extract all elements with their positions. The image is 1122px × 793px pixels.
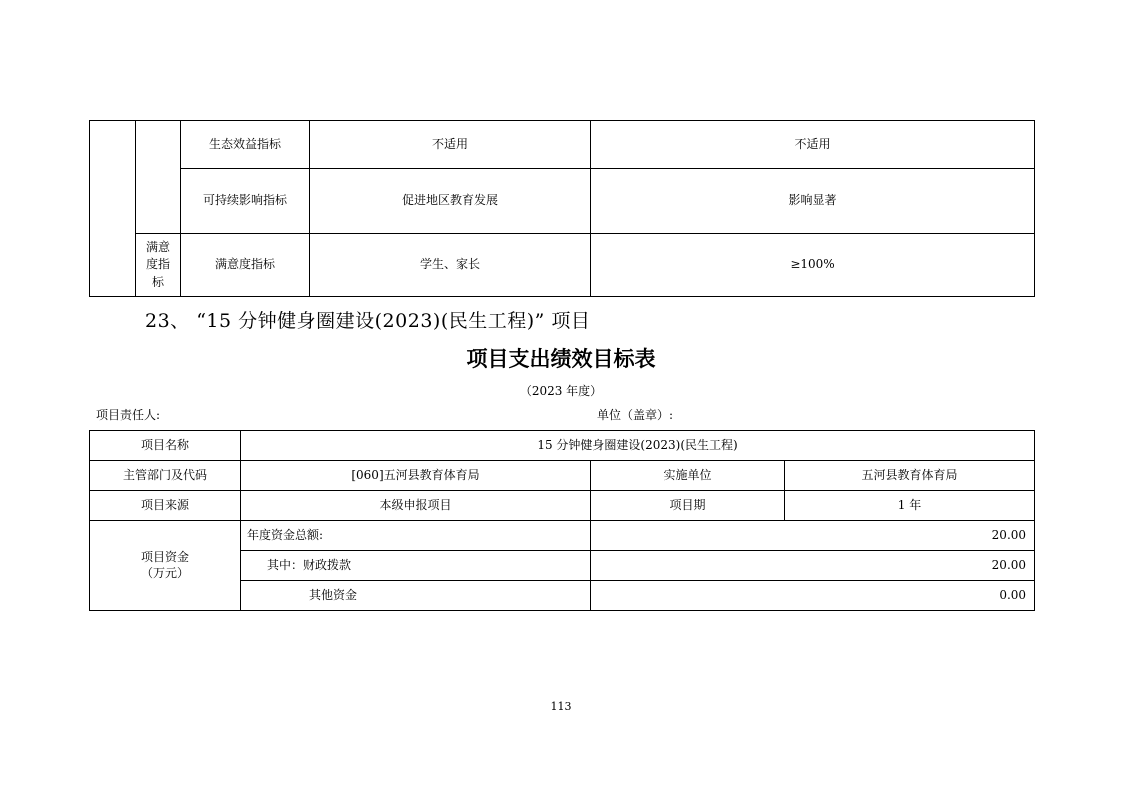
target-cell: 不适用 (591, 121, 1035, 169)
responsible-label: 项目责任人: (96, 408, 161, 422)
funds-unit: （万元） (140, 565, 189, 580)
table-row (90, 491, 1035, 521)
period-value: 1 年 (785, 491, 1035, 521)
indicator-cell: 满意度指标 (181, 234, 310, 297)
table-row (90, 461, 1035, 491)
empty-cell (90, 121, 136, 297)
content-cell: 促进地区教育发展 (310, 169, 591, 234)
source-value: 本级申报项目 (241, 491, 591, 521)
source-label: 项目来源 (90, 491, 241, 521)
performance-indicator-table (89, 120, 1035, 297)
content-cell: 学生、家长 (310, 234, 591, 297)
target-cell: 影响显著 (591, 169, 1035, 234)
page-number: 113 (550, 700, 572, 713)
content-cell: 不适用 (310, 121, 591, 169)
period-label: 项目期 (591, 491, 785, 521)
fiscal-value: 20.00 (591, 551, 1035, 581)
table-row (90, 121, 1035, 169)
page-title: 项目支出绩效目标表 (466, 347, 656, 371)
table-row (90, 169, 1035, 234)
impl-label: 实施单位 (591, 461, 785, 491)
fiscal-label: 其中：财政拨款 (241, 551, 591, 581)
year-note: （2023 年度） (519, 384, 603, 398)
project-info-table (89, 430, 1035, 611)
category-cell: 满意 度指 标 (136, 234, 181, 297)
indicator-cell: 生态效益指标 (181, 121, 310, 169)
section-heading: 23、 “15 分钟健身圈建设(2023)(民生工程)” 项目 (145, 310, 591, 332)
annual-value: 20.00 (591, 521, 1035, 551)
project-name-label: 项目名称 (90, 431, 241, 461)
other-value: 0.00 (591, 581, 1035, 611)
dept-value: [060]五河县教育体育局 (241, 461, 591, 491)
table-row (90, 234, 1035, 297)
target-cell: ≥100% (591, 234, 1035, 297)
annual-label: 年度资金总额: (241, 521, 591, 551)
unit-label: 单位（盖章）: (597, 408, 674, 422)
table-row (90, 521, 1035, 551)
other-label: 其他资金 (241, 581, 591, 611)
empty-cell (136, 121, 181, 234)
funds-label: 项目资金 (140, 549, 189, 564)
dept-label: 主管部门及代码 (90, 461, 241, 491)
impl-value: 五河县教育体育局 (785, 461, 1035, 491)
table-row (90, 431, 1035, 461)
indicator-cell: 可持续影响指标 (181, 169, 310, 234)
funds-label-cell (90, 521, 241, 611)
project-name-value: 15 分钟健身圈建设(2023)(民生工程) (241, 431, 1035, 461)
